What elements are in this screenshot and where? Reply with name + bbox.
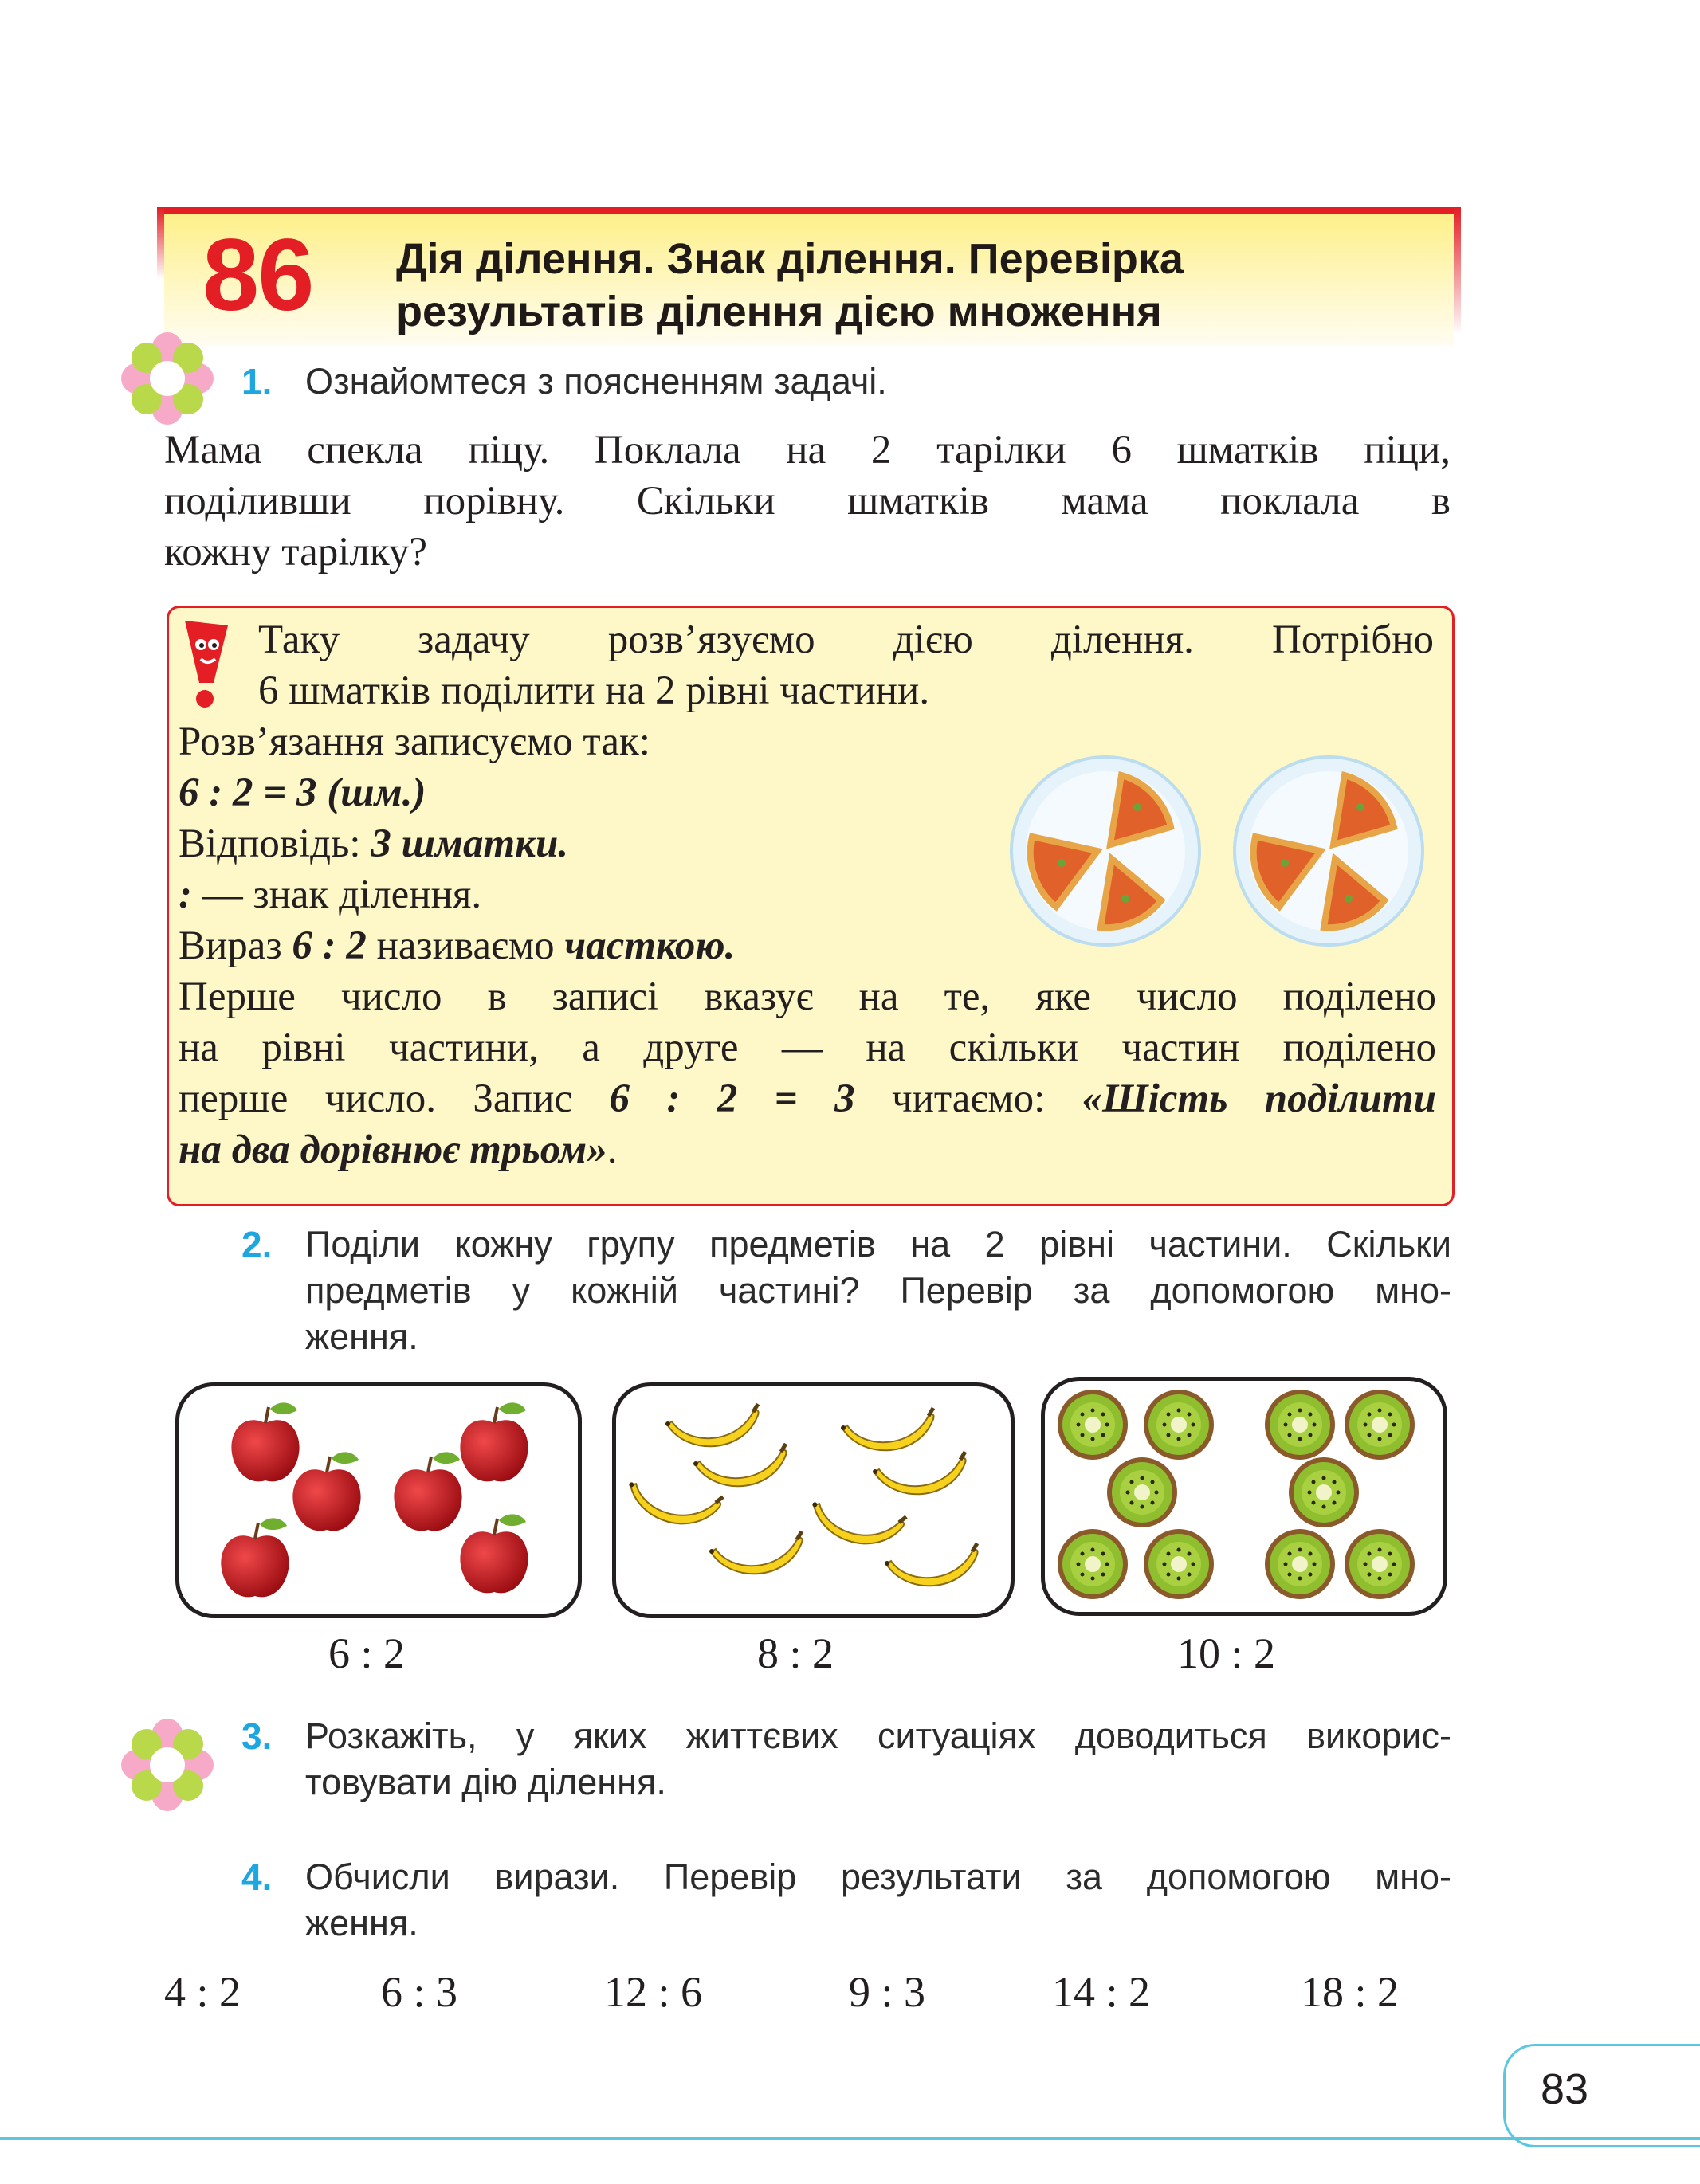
bananas-group <box>612 1382 1015 1618</box>
flower-icon <box>120 1717 215 1813</box>
group-expression-3: 10 : 2 <box>1177 1629 1276 1677</box>
task-3-line-1: Розкажіть, у яких життєвих ситуаціях доводиться викорис- <box>305 1715 1451 1756</box>
kiwis-group <box>1041 1377 1447 1616</box>
rule-solution: 6 : 2 = 3 (шм.) <box>179 770 426 815</box>
task-1-number: 1. <box>241 361 273 402</box>
task-3-line-2: товувати дію ділення. <box>305 1762 666 1802</box>
page-number-tab <box>1503 2044 1700 2147</box>
task-4-line-2: ження. <box>305 1903 418 1943</box>
expression-5: 14 : 2 <box>1052 1968 1151 2016</box>
task-2-line-2: предметів у кожній частині? Перевір за допомогою мно- <box>305 1270 1451 1311</box>
task-2-number: 2. <box>241 1224 273 1265</box>
rule-explanation-line-2: на рівні частини, а друге — на скільки частин поділено <box>179 1025 1436 1070</box>
pizza-plate-icon <box>1006 751 1205 951</box>
expression-2: 6 : 3 <box>381 1968 458 2016</box>
lesson-number: 86 <box>202 218 313 332</box>
exclamation-icon <box>179 618 234 713</box>
problem-line-2: поділивши порівну. Скільки шматків мама поклала в <box>164 479 1451 523</box>
rule-explanation-line-3: перше число. Запис 6 : 2 = 3 читаємо: «Шість поділити <box>179 1076 1436 1121</box>
rule-explanation-line-1: Перше число в записі вказує на те, яке число поділено <box>179 974 1436 1019</box>
flower-icon <box>120 331 215 426</box>
page-number: 83 <box>1541 2065 1589 2113</box>
expression-4: 9 : 3 <box>849 1968 926 2016</box>
group-expression-2: 8 : 2 <box>757 1629 834 1677</box>
rule-box <box>167 606 1455 1206</box>
group-expression-1: 6 : 2 <box>328 1629 406 1677</box>
rule-answer: Відповідь: 3 шматки. <box>179 821 569 866</box>
expression-3: 12 : 6 <box>604 1968 703 2016</box>
task-2-line-1: Поділи кожну групу предметів на 2 рівні частини. Скільки <box>305 1224 1451 1265</box>
task-3-number: 3. <box>241 1715 273 1757</box>
lesson-title-line-2: результатів ділення дією множення <box>396 288 1162 335</box>
task-4-line-1: Обчисли вирази. Перевір результати за допомогою мно- <box>305 1857 1451 1897</box>
kiwi-icon <box>1045 1381 1443 1612</box>
banana-icon <box>616 1386 1011 1614</box>
rule-explanation-line-4: на два дорівнює трьом». <box>179 1127 618 1172</box>
rule-record-line: Розв’язання записуємо так: <box>179 720 650 764</box>
expression-6: 18 : 2 <box>1301 1968 1400 2016</box>
bottom-rule <box>0 2137 1700 2140</box>
pizza-plate-icon <box>1229 751 1428 951</box>
rule-intro-line-2: 6 шматків поділити на 2 рівні частини. <box>258 669 930 713</box>
problem-line-3: кожну тарілку? <box>164 530 428 574</box>
apples-group <box>175 1382 582 1618</box>
expression-1: 4 : 2 <box>164 1968 241 2016</box>
apple-icon <box>179 1386 578 1614</box>
rule-sign: : — знак ділення. <box>179 872 482 917</box>
task-2-line-3: ження. <box>305 1316 418 1357</box>
rule-expression: Вираз 6 : 2 називаємо часткою. <box>179 923 736 968</box>
task-4-number: 4. <box>241 1857 273 1898</box>
rule-intro-line-1: Таку задачу розв’язуємо дією ділення. Потрібно <box>258 618 1434 662</box>
lesson-title-line-1: Дія ділення. Знак ділення. Перевірка <box>396 235 1184 283</box>
problem-line-1: Мама спекла піцу. Поклала на 2 тарілки 6 шматків піци, <box>164 428 1451 472</box>
task-1-instruction: Ознайомтеся з поясненням задачі. <box>305 361 887 402</box>
